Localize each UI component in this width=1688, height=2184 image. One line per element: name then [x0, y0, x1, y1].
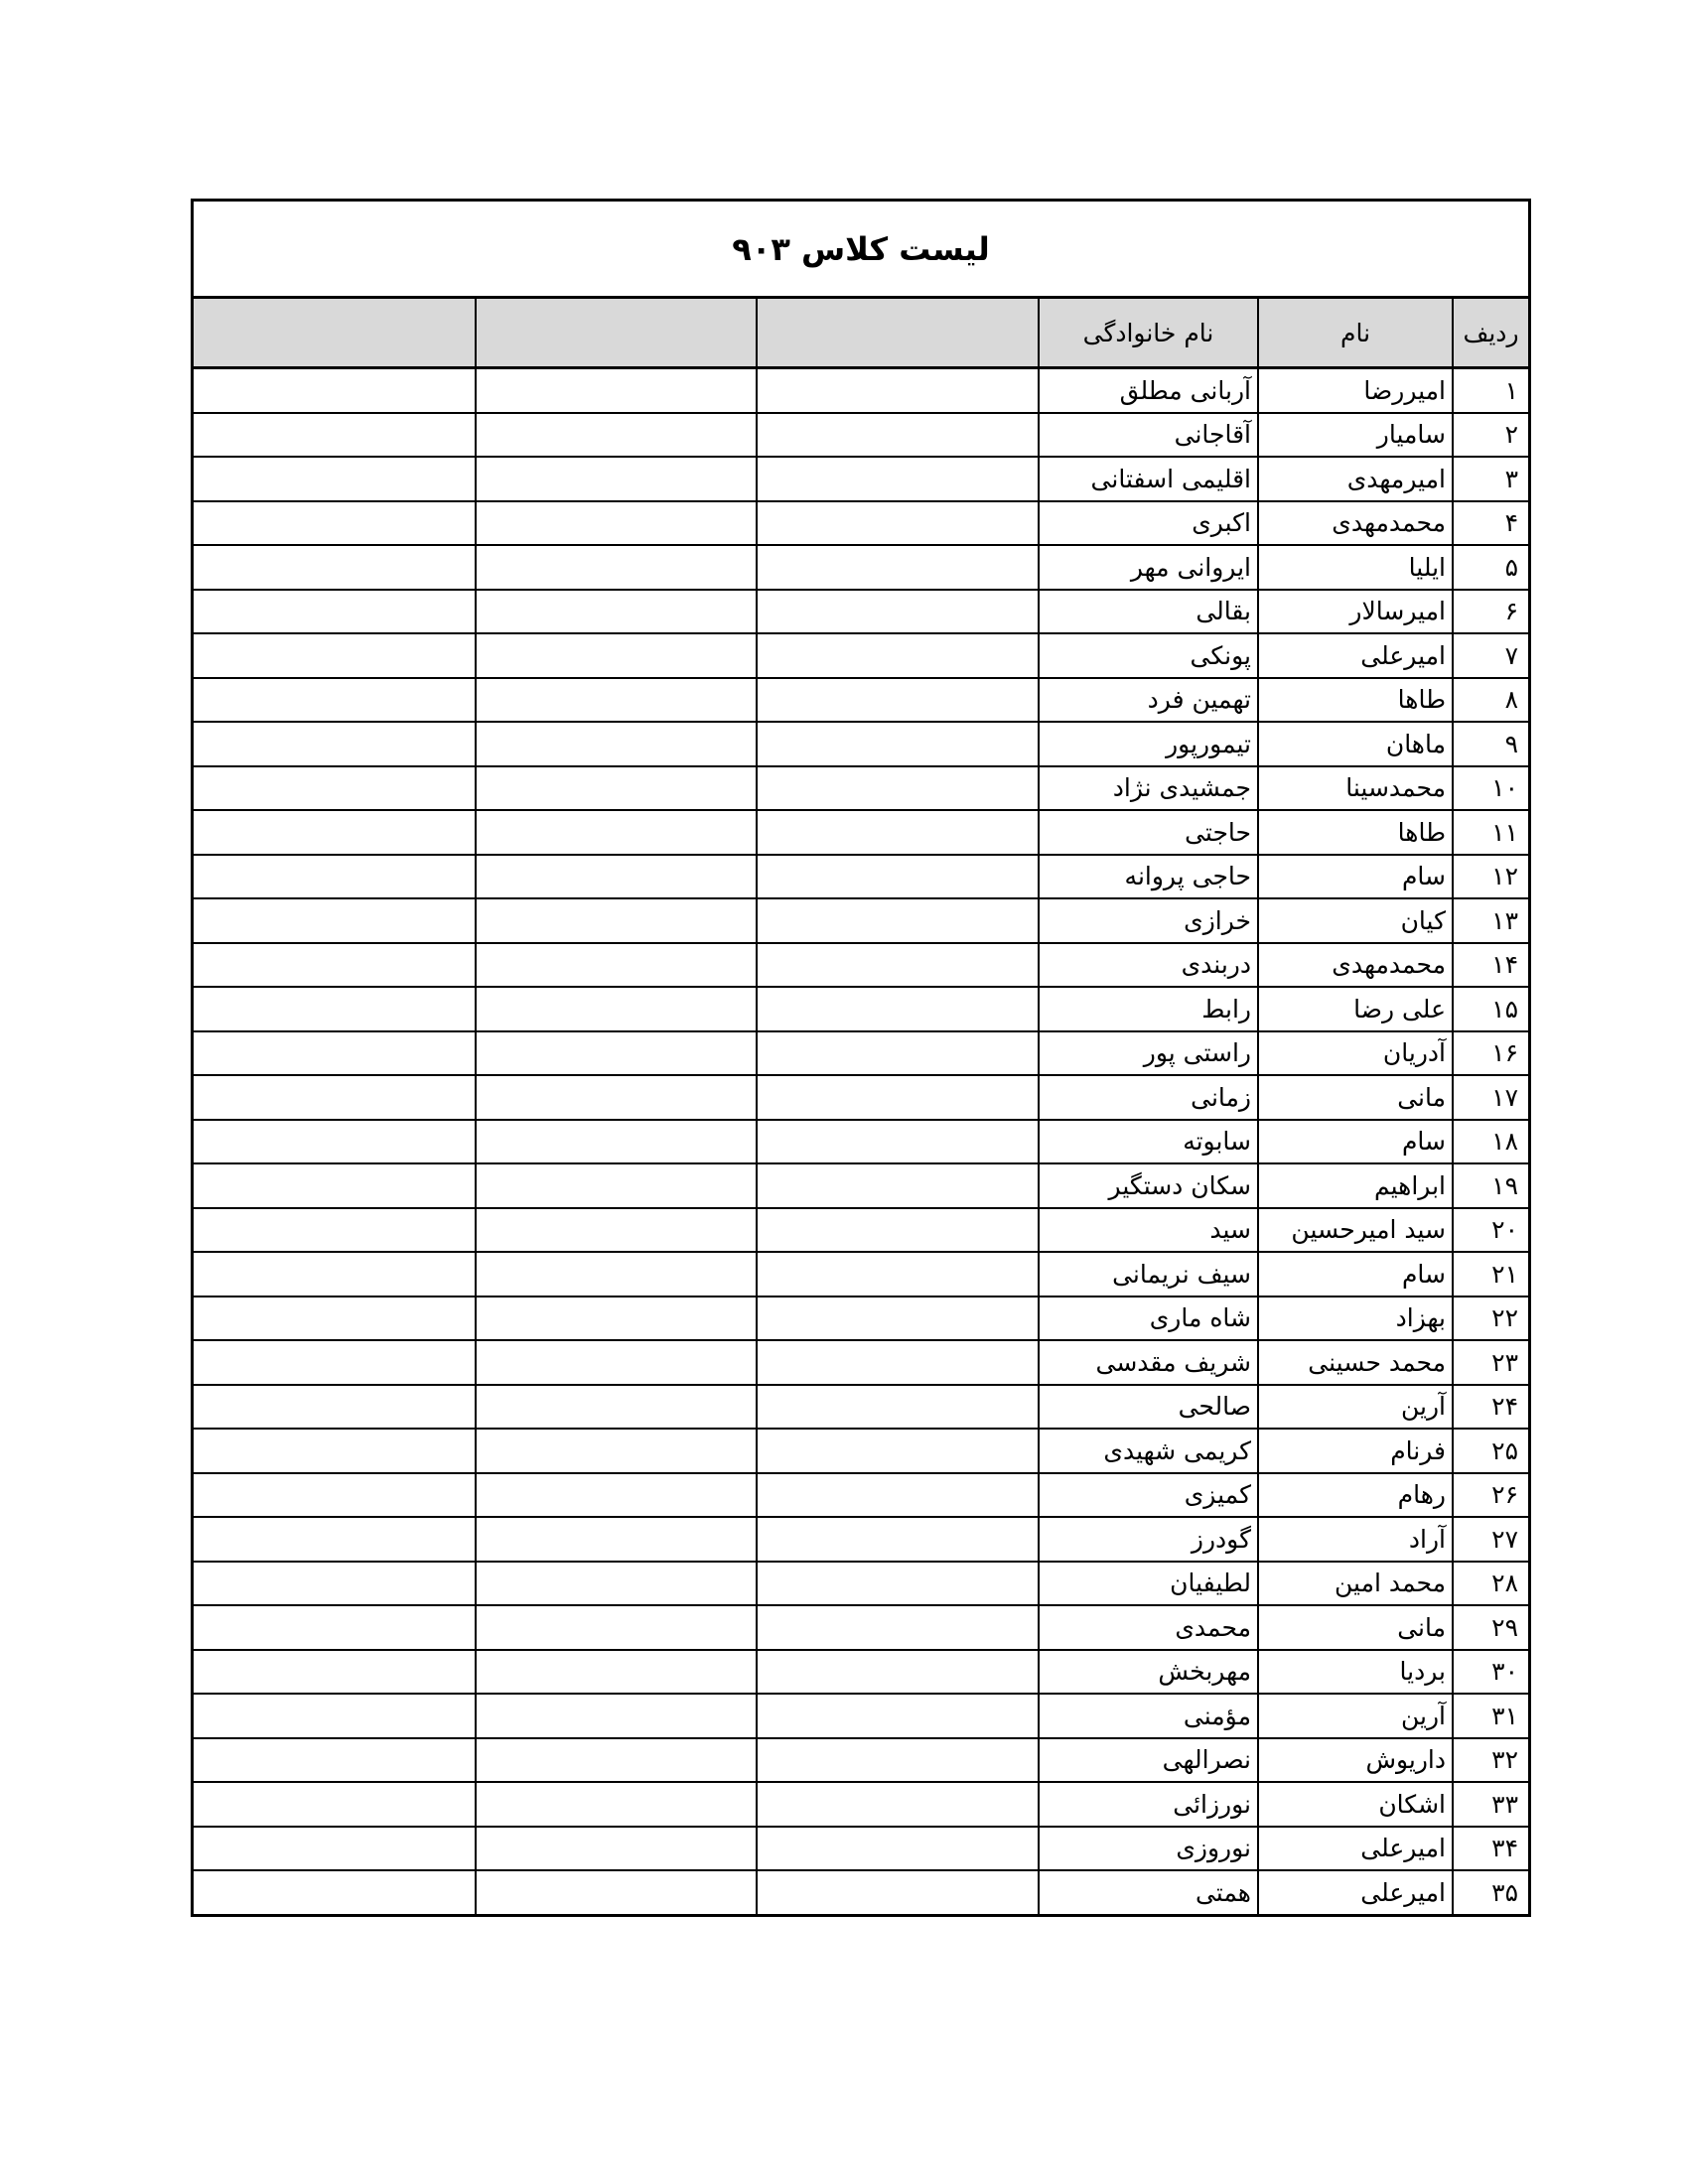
last-name-cell: لطیفیان: [1039, 1562, 1258, 1606]
roster-table: [194, 299, 1528, 1914]
row-index: ۲۰: [1453, 1208, 1528, 1253]
header-last-name: نام خانوادگی: [1039, 299, 1258, 368]
table-row: [194, 633, 1528, 678]
blank-cell: [194, 810, 476, 855]
blank-cell: [194, 457, 476, 501]
blank-cell: [757, 1297, 1039, 1341]
blank-cell: [476, 898, 757, 943]
blank-cell: [757, 1208, 1039, 1253]
blank-cell: [476, 1870, 757, 1914]
header-index: ردیف: [1453, 299, 1528, 368]
first-name-cell: سام: [1258, 855, 1453, 899]
table-row: [194, 943, 1528, 988]
table-row: [194, 1782, 1528, 1827]
row-index: ۳: [1453, 457, 1528, 501]
blank-cell: [194, 1870, 476, 1914]
row-index: ۲۶: [1453, 1473, 1528, 1518]
blank-cell: [757, 1120, 1039, 1164]
table-row: [194, 590, 1528, 634]
blank-cell: [476, 722, 757, 766]
first-name-cell: طاها: [1258, 678, 1453, 723]
table-row: [194, 898, 1528, 943]
blank-cell: [757, 1031, 1039, 1076]
blank-cell: [194, 1782, 476, 1827]
blank-cell: [194, 1297, 476, 1341]
first-name-cell: امیرعلی: [1258, 1827, 1453, 1871]
first-name-cell: آدریان: [1258, 1031, 1453, 1076]
blank-cell: [757, 943, 1039, 988]
last-name-cell: اکبری: [1039, 501, 1258, 546]
blank-cell: [757, 1340, 1039, 1385]
first-name-cell: ایلیا: [1258, 545, 1453, 590]
blank-cell: [757, 1650, 1039, 1695]
blank-cell: [194, 633, 476, 678]
table-row: [194, 678, 1528, 723]
first-name-cell: سید امیرحسین: [1258, 1208, 1453, 1253]
last-name-cell: آقاجانی: [1039, 413, 1258, 458]
blank-cell: [476, 413, 757, 458]
last-name-cell: حاجتی: [1039, 810, 1258, 855]
table-row: [194, 722, 1528, 766]
blank-cell: [194, 898, 476, 943]
table-row: [194, 1075, 1528, 1120]
blank-cell: [194, 1163, 476, 1208]
row-index: ۱۹: [1453, 1163, 1528, 1208]
blank-cell: [757, 722, 1039, 766]
blank-cell: [757, 1075, 1039, 1120]
last-name-cell: جمشیدی نژاد: [1039, 766, 1258, 811]
first-name-cell: محمدسینا: [1258, 766, 1453, 811]
first-name-cell: امیرمهدی: [1258, 457, 1453, 501]
blank-cell: [476, 1517, 757, 1562]
row-index: ۳۴: [1453, 1827, 1528, 1871]
first-name-cell: علی رضا: [1258, 987, 1453, 1031]
blank-cell: [194, 1120, 476, 1164]
blank-cell: [194, 722, 476, 766]
table-row: [194, 1650, 1528, 1695]
blank-cell: [476, 1252, 757, 1297]
last-name-cell: همتی: [1039, 1870, 1258, 1914]
header-first-name: نام: [1258, 299, 1453, 368]
first-name-cell: سامیار: [1258, 413, 1453, 458]
row-index: ۳۵: [1453, 1870, 1528, 1914]
header-row: [194, 299, 1528, 368]
row-index: ۲۵: [1453, 1429, 1528, 1473]
blank-cell: [194, 678, 476, 723]
blank-cell: [757, 1827, 1039, 1871]
blank-cell: [757, 810, 1039, 855]
blank-cell: [757, 987, 1039, 1031]
last-name-cell: حاجی پروانه: [1039, 855, 1258, 899]
row-index: ۲۲: [1453, 1297, 1528, 1341]
blank-cell: [194, 1562, 476, 1606]
table-row: [194, 368, 1528, 413]
row-index: ۱۳: [1453, 898, 1528, 943]
row-index: ۲۳: [1453, 1340, 1528, 1385]
last-name-cell: نصرالهی: [1039, 1738, 1258, 1783]
row-index: ۷: [1453, 633, 1528, 678]
last-name-cell: دربندی: [1039, 943, 1258, 988]
table-row: [194, 1297, 1528, 1341]
blank-cell: [194, 1650, 476, 1695]
row-index: ۸: [1453, 678, 1528, 723]
blank-cell: [757, 898, 1039, 943]
table-row: [194, 1517, 1528, 1562]
blank-cell: [194, 1385, 476, 1430]
blank-cell: [757, 678, 1039, 723]
header-blank-2: [476, 299, 757, 368]
row-index: ۱۱: [1453, 810, 1528, 855]
class-list-sheet: [191, 199, 1531, 1917]
blank-cell: [757, 590, 1039, 634]
blank-cell: [476, 678, 757, 723]
first-name-cell: ماهان: [1258, 722, 1453, 766]
table-row: [194, 1605, 1528, 1650]
blank-cell: [476, 1650, 757, 1695]
row-index: ۲۷: [1453, 1517, 1528, 1562]
blank-cell: [194, 855, 476, 899]
blank-cell: [476, 810, 757, 855]
blank-cell: [476, 1429, 757, 1473]
blank-cell: [476, 1694, 757, 1738]
blank-cell: [757, 1738, 1039, 1783]
table-row: [194, 1340, 1528, 1385]
last-name-cell: بقالی: [1039, 590, 1258, 634]
row-index: ۴: [1453, 501, 1528, 546]
row-index: ۱۴: [1453, 943, 1528, 988]
last-name-cell: اقلیمی اسفتانی: [1039, 457, 1258, 501]
blank-cell: [757, 1562, 1039, 1606]
last-name-cell: پونکی: [1039, 633, 1258, 678]
blank-cell: [476, 1340, 757, 1385]
blank-cell: [476, 501, 757, 546]
row-index: ۱۸: [1453, 1120, 1528, 1164]
first-name-cell: ابراهیم: [1258, 1163, 1453, 1208]
first-name-cell: امیرعلی: [1258, 1870, 1453, 1914]
blank-cell: [476, 1163, 757, 1208]
header-blank-3: [194, 299, 476, 368]
blank-cell: [194, 1738, 476, 1783]
table-row: [194, 1120, 1528, 1164]
blank-cell: [476, 1031, 757, 1076]
blank-cell: [194, 1517, 476, 1562]
blank-cell: [476, 1738, 757, 1783]
blank-cell: [757, 1517, 1039, 1562]
first-name-cell: بهزاد: [1258, 1297, 1453, 1341]
table-row: [194, 545, 1528, 590]
table-row: [194, 413, 1528, 458]
last-name-cell: خرازی: [1039, 898, 1258, 943]
blank-cell: [476, 987, 757, 1031]
table-row: [194, 1429, 1528, 1473]
last-name-cell: صالحی: [1039, 1385, 1258, 1430]
blank-cell: [194, 987, 476, 1031]
blank-cell: [476, 1075, 757, 1120]
blank-cell: [757, 1163, 1039, 1208]
blank-cell: [757, 1252, 1039, 1297]
blank-cell: [476, 1297, 757, 1341]
first-name-cell: محمدمهدی: [1258, 501, 1453, 546]
last-name-cell: نوروزی: [1039, 1827, 1258, 1871]
blank-cell: [476, 1827, 757, 1871]
blank-cell: [476, 1473, 757, 1518]
first-name-cell: محمدمهدی: [1258, 943, 1453, 988]
row-index: ۵: [1453, 545, 1528, 590]
blank-cell: [757, 1605, 1039, 1650]
last-name-cell: سابوته: [1039, 1120, 1258, 1164]
first-name-cell: سام: [1258, 1252, 1453, 1297]
blank-cell: [194, 766, 476, 811]
blank-cell: [757, 1385, 1039, 1430]
row-index: ۱۰: [1453, 766, 1528, 811]
page-title: لیست کلاس ۹۰۳: [194, 202, 1528, 299]
first-name-cell: امیرعلی: [1258, 633, 1453, 678]
row-index: ۳۳: [1453, 1782, 1528, 1827]
table-row: [194, 855, 1528, 899]
table-row: [194, 1738, 1528, 1783]
row-index: ۳۲: [1453, 1738, 1528, 1783]
first-name-cell: آرین: [1258, 1385, 1453, 1430]
blank-cell: [757, 855, 1039, 899]
row-index: ۲۱: [1453, 1252, 1528, 1297]
first-name-cell: آرین: [1258, 1694, 1453, 1738]
first-name-cell: امیرسالار: [1258, 590, 1453, 634]
first-name-cell: آراد: [1258, 1517, 1453, 1562]
row-index: ۹: [1453, 722, 1528, 766]
last-name-cell: زمانی: [1039, 1075, 1258, 1120]
last-name-cell: کمیزی: [1039, 1473, 1258, 1518]
last-name-cell: تهمین فرد: [1039, 678, 1258, 723]
first-name-cell: محمد امین: [1258, 1562, 1453, 1606]
last-name-cell: شریف مقدسی: [1039, 1340, 1258, 1385]
row-index: ۲۸: [1453, 1562, 1528, 1606]
last-name-cell: سید: [1039, 1208, 1258, 1253]
first-name-cell: سام: [1258, 1120, 1453, 1164]
blank-cell: [476, 1562, 757, 1606]
blank-cell: [757, 501, 1039, 546]
first-name-cell: رهام: [1258, 1473, 1453, 1518]
blank-cell: [194, 1252, 476, 1297]
first-name-cell: امیررضا: [1258, 368, 1453, 413]
blank-cell: [194, 1429, 476, 1473]
table-row: [194, 1694, 1528, 1738]
blank-cell: [476, 943, 757, 988]
blank-cell: [757, 368, 1039, 413]
blank-cell: [194, 1075, 476, 1120]
blank-cell: [194, 1031, 476, 1076]
last-name-cell: تیمورپور: [1039, 722, 1258, 766]
table-row: [194, 501, 1528, 546]
first-name-cell: کیان: [1258, 898, 1453, 943]
blank-cell: [194, 1473, 476, 1518]
table-row: [194, 1827, 1528, 1871]
row-index: ۱۷: [1453, 1075, 1528, 1120]
row-index: ۱۵: [1453, 987, 1528, 1031]
blank-cell: [757, 633, 1039, 678]
blank-cell: [194, 413, 476, 458]
table-row: [194, 1385, 1528, 1430]
blank-cell: [757, 413, 1039, 458]
table-row: [194, 1870, 1528, 1914]
last-name-cell: مهربخش: [1039, 1650, 1258, 1695]
row-index: ۱: [1453, 368, 1528, 413]
blank-cell: [476, 633, 757, 678]
table-row: [194, 987, 1528, 1031]
first-name-cell: مانی: [1258, 1075, 1453, 1120]
last-name-cell: رابط: [1039, 987, 1258, 1031]
first-name-cell: مانی: [1258, 1605, 1453, 1650]
blank-cell: [194, 1208, 476, 1253]
blank-cell: [476, 1120, 757, 1164]
row-index: ۲۹: [1453, 1605, 1528, 1650]
table-row: [194, 766, 1528, 811]
blank-cell: [194, 590, 476, 634]
blank-cell: [476, 457, 757, 501]
table-row: [194, 457, 1528, 501]
blank-cell: [194, 1827, 476, 1871]
blank-cell: [757, 1429, 1039, 1473]
last-name-cell: مؤمنی: [1039, 1694, 1258, 1738]
row-index: ۶: [1453, 590, 1528, 634]
table-row: [194, 1208, 1528, 1253]
blank-cell: [476, 855, 757, 899]
blank-cell: [476, 1782, 757, 1827]
row-index: ۲: [1453, 413, 1528, 458]
first-name-cell: اشکان: [1258, 1782, 1453, 1827]
table-row: [194, 810, 1528, 855]
blank-cell: [757, 457, 1039, 501]
blank-cell: [757, 1782, 1039, 1827]
table-row: [194, 1031, 1528, 1076]
last-name-cell: کریمی شهیدی: [1039, 1429, 1258, 1473]
row-index: ۱۲: [1453, 855, 1528, 899]
first-name-cell: فرنام: [1258, 1429, 1453, 1473]
first-name-cell: محمد حسینی: [1258, 1340, 1453, 1385]
header-blank-1: [757, 299, 1039, 368]
blank-cell: [757, 1694, 1039, 1738]
roster-body: [194, 368, 1528, 1914]
first-name-cell: داریوش: [1258, 1738, 1453, 1783]
last-name-cell: راستی پور: [1039, 1031, 1258, 1076]
blank-cell: [476, 766, 757, 811]
blank-cell: [476, 545, 757, 590]
last-name-cell: سکان دستگیر: [1039, 1163, 1258, 1208]
last-name-cell: شاه ماری: [1039, 1297, 1258, 1341]
table-row: [194, 1473, 1528, 1518]
blank-cell: [757, 766, 1039, 811]
last-name-cell: ایروانی مهر: [1039, 545, 1258, 590]
table-row: [194, 1252, 1528, 1297]
last-name-cell: آربانی مطلق: [1039, 368, 1258, 413]
table-row: [194, 1562, 1528, 1606]
row-index: ۱۶: [1453, 1031, 1528, 1076]
blank-cell: [476, 368, 757, 413]
blank-cell: [757, 1870, 1039, 1914]
table-row: [194, 1163, 1528, 1208]
first-name-cell: طاها: [1258, 810, 1453, 855]
last-name-cell: سیف نریمانی: [1039, 1252, 1258, 1297]
blank-cell: [194, 368, 476, 413]
blank-cell: [476, 590, 757, 634]
blank-cell: [194, 943, 476, 988]
first-name-cell: بردیا: [1258, 1650, 1453, 1695]
blank-cell: [194, 1694, 476, 1738]
blank-cell: [194, 1605, 476, 1650]
blank-cell: [194, 501, 476, 546]
row-index: ۳۰: [1453, 1650, 1528, 1695]
last-name-cell: محمدی: [1039, 1605, 1258, 1650]
blank-cell: [194, 1340, 476, 1385]
last-name-cell: گودرز: [1039, 1517, 1258, 1562]
blank-cell: [476, 1605, 757, 1650]
blank-cell: [476, 1385, 757, 1430]
blank-cell: [194, 545, 476, 590]
blank-cell: [476, 1208, 757, 1253]
row-index: ۳۱: [1453, 1694, 1528, 1738]
row-index: ۲۴: [1453, 1385, 1528, 1430]
blank-cell: [757, 545, 1039, 590]
last-name-cell: نورزائی: [1039, 1782, 1258, 1827]
blank-cell: [757, 1473, 1039, 1518]
